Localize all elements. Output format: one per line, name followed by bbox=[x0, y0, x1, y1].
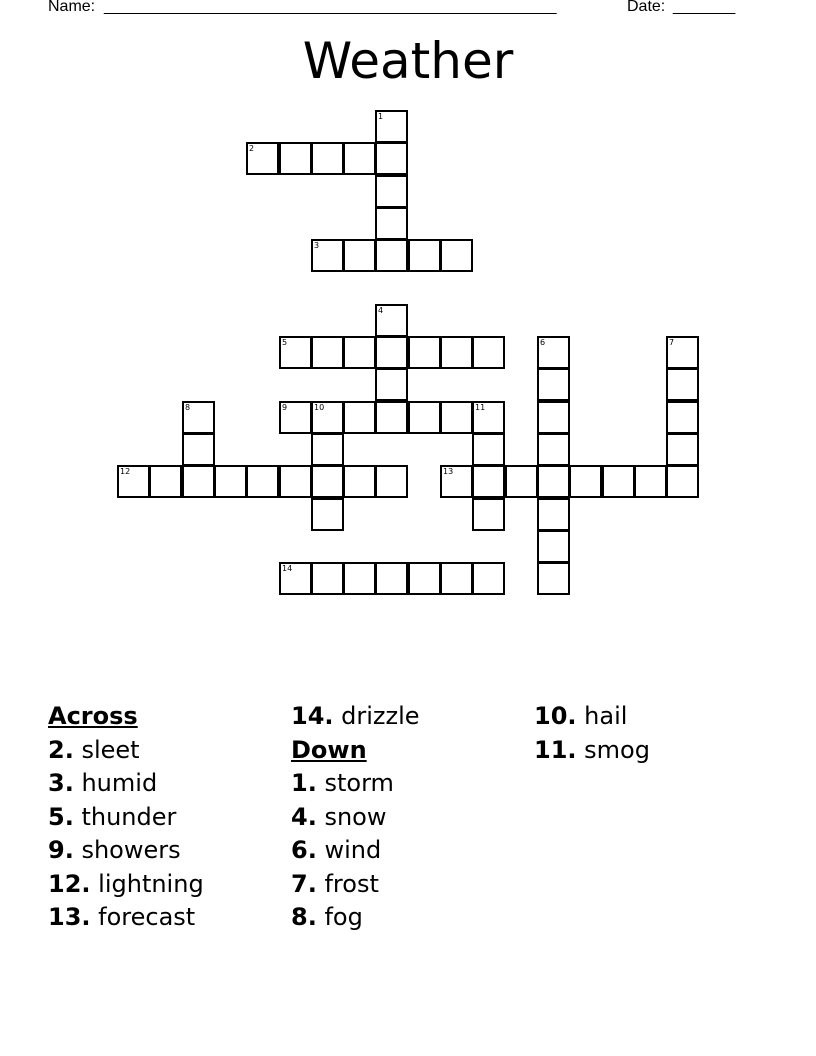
grid-cell[interactable] bbox=[343, 465, 376, 498]
clue-number: 5 bbox=[282, 338, 288, 347]
clue-across-5: 5. thunder bbox=[48, 802, 177, 831]
grid-cell[interactable] bbox=[666, 368, 699, 401]
clue-across-2: 2. sleet bbox=[48, 735, 140, 764]
grid-cell[interactable] bbox=[149, 465, 182, 498]
grid-cell[interactable] bbox=[246, 465, 279, 498]
clue-number: 13 bbox=[443, 467, 454, 476]
grid-cell[interactable] bbox=[472, 562, 505, 595]
clue-number: 2 bbox=[249, 144, 255, 153]
grid-cell[interactable] bbox=[279, 142, 312, 175]
grid-cell[interactable] bbox=[279, 401, 312, 434]
grid-cell[interactable] bbox=[537, 498, 570, 531]
clue-number: 14 bbox=[282, 564, 293, 573]
grid-cell[interactable] bbox=[311, 562, 344, 595]
clue-across-13: 13. forecast bbox=[48, 903, 196, 931]
grid-cell[interactable] bbox=[182, 465, 215, 498]
date-blank[interactable]: _______ bbox=[673, 0, 736, 15]
grid-cell[interactable] bbox=[472, 401, 505, 434]
grid-cell[interactable] bbox=[311, 239, 344, 272]
clue-number: 11 bbox=[475, 403, 486, 412]
grid-cell[interactable] bbox=[375, 207, 408, 240]
grid-cell[interactable] bbox=[408, 239, 441, 272]
clue-across-12: 12. lightning bbox=[48, 869, 204, 898]
clue-across-9: 9. showers bbox=[48, 836, 181, 864]
grid-cell[interactable] bbox=[569, 465, 602, 498]
grid-cell[interactable] bbox=[311, 433, 344, 466]
grid-cell[interactable] bbox=[375, 175, 408, 208]
grid-cell[interactable] bbox=[440, 465, 473, 498]
grid-cell[interactable] bbox=[343, 142, 376, 175]
grid-cell[interactable] bbox=[634, 465, 667, 498]
grid-cell[interactable] bbox=[279, 562, 312, 595]
grid-cell[interactable] bbox=[375, 110, 408, 143]
clue-down-7: 7. frost bbox=[291, 869, 379, 898]
clue-number: 7 bbox=[669, 338, 675, 347]
grid-cell[interactable] bbox=[311, 142, 344, 175]
clue-down-4: 4. snow bbox=[291, 802, 387, 831]
name-label: Name: bbox=[48, 0, 96, 15]
clue-number: 12 bbox=[120, 467, 131, 476]
grid-cell[interactable] bbox=[440, 562, 473, 595]
clue-number: 10 bbox=[314, 403, 325, 412]
clue-across-14: 14. drizzle bbox=[291, 702, 420, 730]
grid-cell[interactable] bbox=[440, 401, 473, 434]
grid-cell[interactable] bbox=[666, 465, 699, 498]
clue-number: 6 bbox=[540, 338, 546, 347]
grid-cell[interactable] bbox=[537, 336, 570, 369]
grid-cell[interactable] bbox=[537, 368, 570, 401]
grid-cell[interactable] bbox=[343, 401, 376, 434]
down-heading: Down bbox=[291, 735, 367, 764]
clue-number: 4 bbox=[378, 306, 384, 315]
grid-cell[interactable] bbox=[279, 336, 312, 369]
grid-cell[interactable] bbox=[472, 336, 505, 369]
grid-cell[interactable] bbox=[472, 498, 505, 531]
clue-column-2 bbox=[291, 700, 420, 935]
clue-column-3 bbox=[534, 700, 650, 767]
name-blank[interactable]: ____________________________________________________ bbox=[104, 0, 557, 15]
grid-cell[interactable] bbox=[440, 239, 473, 272]
grid-cell[interactable] bbox=[537, 401, 570, 434]
grid-cell[interactable] bbox=[408, 562, 441, 595]
grid-cell[interactable] bbox=[343, 562, 376, 595]
grid-cell[interactable] bbox=[505, 465, 538, 498]
grid-cell[interactable] bbox=[311, 336, 344, 369]
grid-cell[interactable] bbox=[343, 239, 376, 272]
grid-cell[interactable] bbox=[375, 336, 408, 369]
grid-cell[interactable] bbox=[375, 239, 408, 272]
grid-cell[interactable] bbox=[408, 336, 441, 369]
grid-cell[interactable] bbox=[182, 433, 215, 466]
grid-cell[interactable] bbox=[537, 433, 570, 466]
clue-across-3: 3. humid bbox=[48, 769, 158, 797]
grid-cell[interactable] bbox=[343, 336, 376, 369]
clue-down-8: 8. fog bbox=[291, 903, 363, 931]
grid-cell[interactable] bbox=[666, 433, 699, 466]
page-title: Weather bbox=[302, 32, 514, 90]
grid-cell[interactable] bbox=[246, 142, 279, 175]
grid-cell[interactable] bbox=[375, 304, 408, 337]
grid-cell[interactable] bbox=[311, 498, 344, 531]
grid-cell[interactable] bbox=[375, 562, 408, 595]
grid-cell[interactable] bbox=[537, 562, 570, 595]
grid-cell[interactable] bbox=[279, 465, 312, 498]
grid-cell[interactable] bbox=[537, 465, 570, 498]
grid-cell[interactable] bbox=[666, 336, 699, 369]
clue-down-10: 10. hail bbox=[534, 702, 628, 730]
grid-cell[interactable] bbox=[408, 401, 441, 434]
grid-cell[interactable] bbox=[214, 465, 247, 498]
grid-cell[interactable] bbox=[472, 433, 505, 466]
grid-cell[interactable] bbox=[375, 368, 408, 401]
grid-cell[interactable] bbox=[537, 530, 570, 563]
clue-down-11: 11. smog bbox=[534, 735, 650, 764]
grid-cell[interactable] bbox=[440, 336, 473, 369]
grid-cell[interactable] bbox=[472, 465, 505, 498]
grid-cell[interactable] bbox=[311, 465, 344, 498]
clue-column-1 bbox=[48, 700, 204, 935]
grid-cell[interactable] bbox=[117, 465, 150, 498]
grid-cell[interactable] bbox=[666, 401, 699, 434]
date-label: Date: bbox=[627, 0, 666, 15]
clue-down-1: 1. storm bbox=[291, 769, 394, 797]
clue-number: 3 bbox=[314, 241, 320, 250]
grid-cell[interactable] bbox=[375, 465, 408, 498]
grid-cell[interactable] bbox=[375, 142, 408, 175]
clue-down-6: 6. wind bbox=[291, 836, 382, 864]
clue-number: 8 bbox=[185, 403, 191, 412]
grid-cell[interactable] bbox=[311, 401, 344, 434]
clue-number: 1 bbox=[378, 112, 384, 121]
clue-number: 9 bbox=[282, 403, 288, 412]
grid-cell[interactable] bbox=[602, 465, 635, 498]
grid-cell[interactable] bbox=[182, 401, 215, 434]
across-heading: Across bbox=[48, 702, 138, 730]
grid-cell[interactable] bbox=[375, 401, 408, 434]
